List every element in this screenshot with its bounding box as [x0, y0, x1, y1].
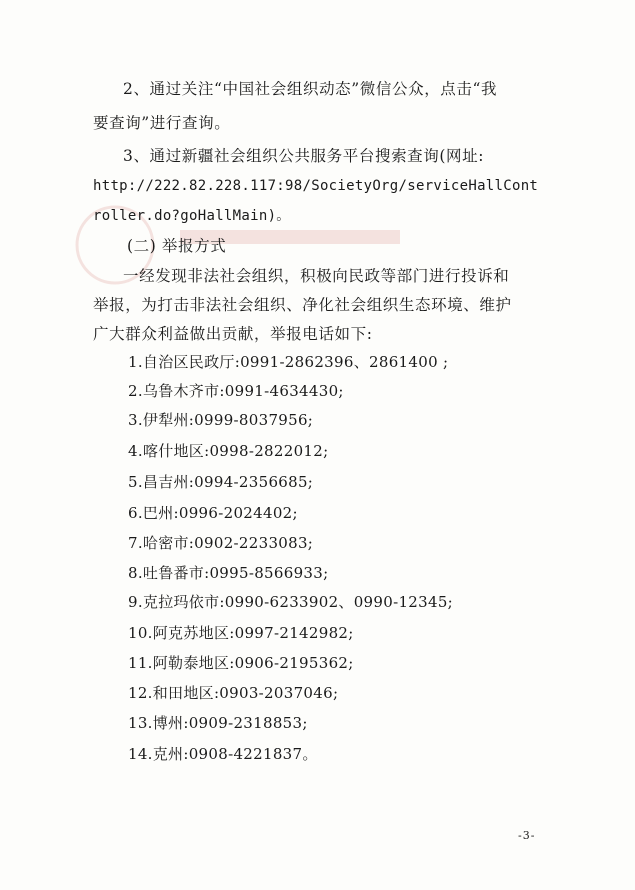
item3-line1: 3、通过新疆社会组织公共服务平台搜索查询(网址:: [123, 147, 485, 165]
item3-url-line2: roller.do?goHallMain)。: [93, 208, 291, 224]
phone-item: 9.克拉玛依市:0990-6233902、0990-12345;: [128, 593, 454, 611]
phone-item: 13.博州:0909-2318853;: [128, 714, 308, 732]
phone-item: 8.吐鲁番市:0995-8566933;: [128, 564, 329, 582]
phone-item: 2.乌鲁木齐市:0991-4634430;: [128, 382, 344, 400]
phone-item: 3.伊犁州:0999-8037956;: [128, 411, 314, 429]
report-para-line1: 一经发现非法社会组织，积极向民政等部门进行投诉和: [123, 267, 510, 285]
page-number: -3-: [518, 829, 536, 842]
report-para-line2: 举报，为打击非法社会组织、净化社会组织生态环境、维护: [93, 296, 512, 314]
item3-url-line1: http://222.82.228.117:98/SocietyOrg/serviceHallCont: [93, 178, 539, 194]
item2-line2: 要查询”进行查询。: [93, 114, 231, 132]
phone-item: 14.克州:0908-4221837。: [128, 745, 318, 763]
phone-item: 11.阿勒泰地区:0906-2195362;: [128, 654, 354, 672]
phone-item: 10.阿克苏地区:0997-2142982;: [128, 624, 354, 642]
phone-item: 12.和田地区:0903-2037046;: [128, 684, 339, 702]
item2-line1: 2、通过关注“中国社会组织动态”微信公众，点击“我: [123, 80, 498, 98]
phone-item: 4.喀什地区:0998-2822012;: [128, 442, 329, 460]
report-heading: (二) 举报方式: [127, 237, 227, 255]
phone-item: 1.自治区民政厅:0991-2862396、2861400 ;: [128, 353, 449, 371]
phone-item: 5.昌吉州:0994-2356685;: [128, 473, 314, 491]
phone-item: 7.哈密市:0902-2233083;: [128, 534, 314, 552]
phone-item: 6.巴州:0996-2024402;: [128, 504, 298, 522]
report-para-line3: 广大群众利益做出贡献，举报电话如下:: [93, 325, 373, 343]
